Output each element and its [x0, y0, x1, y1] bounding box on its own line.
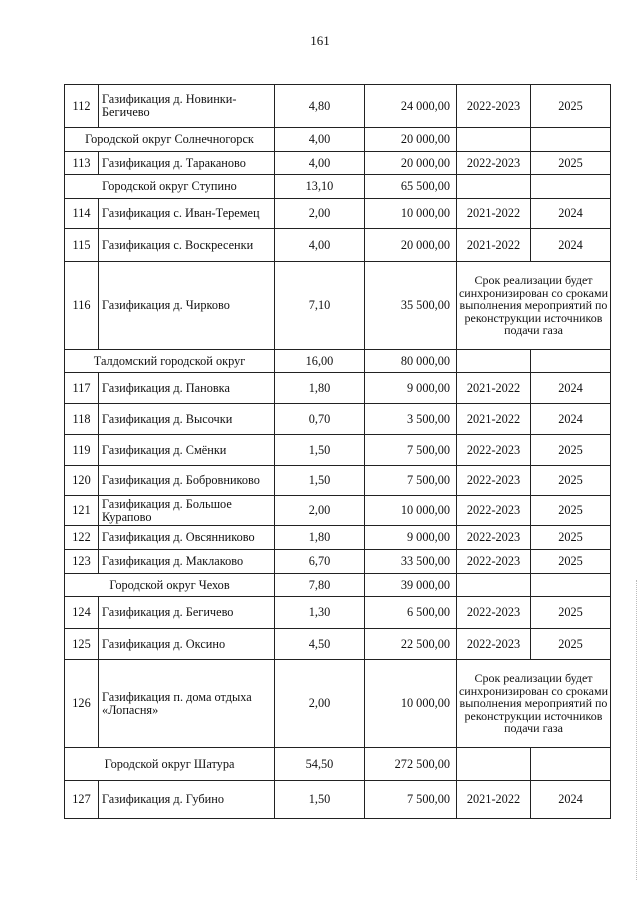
page-number: 161	[310, 33, 330, 48]
group-row	[65, 175, 611, 199]
row-number: 120	[65, 466, 99, 496]
empty-cell	[531, 128, 611, 152]
year-cell: 2025	[531, 466, 611, 496]
row-number: 114	[65, 199, 99, 229]
cost-cell: 9 000,00	[365, 373, 457, 404]
row-number: 112	[65, 85, 99, 128]
table-row	[65, 781, 611, 819]
length-cell: 1,50	[275, 466, 365, 496]
year-cell: 2025	[531, 629, 611, 660]
empty-cell	[531, 748, 611, 781]
period-cell: 2021-2022	[457, 199, 531, 229]
object-name: Газификация д. Высочки	[99, 404, 275, 435]
table-row	[65, 85, 611, 128]
cost-cell: 7 500,00	[365, 466, 457, 496]
period-cell: 2022-2023	[457, 550, 531, 574]
table-row	[65, 404, 611, 435]
year-cell: 2024	[531, 229, 611, 262]
length-cell: 4,80	[275, 85, 365, 128]
year-cell: 2025	[531, 526, 611, 550]
cost-cell: 80 000,00	[365, 350, 457, 373]
row-number: 122	[65, 526, 99, 550]
empty-cell	[457, 175, 531, 199]
year-cell: 2025	[531, 152, 611, 175]
cost-cell: 3 500,00	[365, 404, 457, 435]
length-cell: 1,80	[275, 373, 365, 404]
empty-cell	[531, 175, 611, 199]
empty-cell	[531, 574, 611, 597]
year-cell: 2025	[531, 85, 611, 128]
row-number: 125	[65, 629, 99, 660]
length-cell: 54,50	[275, 748, 365, 781]
length-cell: 1,80	[275, 526, 365, 550]
length-cell: 13,10	[275, 175, 365, 199]
object-name: Газификация д. Маклаково	[99, 550, 275, 574]
length-cell: 2,00	[275, 496, 365, 526]
cost-cell: 20 000,00	[365, 229, 457, 262]
object-name: Газификация д. Бегичево	[99, 597, 275, 629]
length-cell: 4,00	[275, 128, 365, 152]
row-number: 126	[65, 660, 99, 748]
object-name: Газификация д. Новинки-Бегичево	[99, 85, 275, 128]
district-name: Городской округ Шатура	[65, 748, 275, 781]
cost-cell: 39 000,00	[365, 574, 457, 597]
cost-cell: 33 500,00	[365, 550, 457, 574]
length-cell: 4,00	[275, 152, 365, 175]
object-name: Газификация д. Оксино	[99, 629, 275, 660]
year-cell: 2024	[531, 199, 611, 229]
cost-cell: 22 500,00	[365, 629, 457, 660]
table-row	[65, 199, 611, 229]
object-name: Газификация д. Большое Курапово	[99, 496, 275, 526]
length-cell: 7,80	[275, 574, 365, 597]
row-number: 127	[65, 781, 99, 819]
cost-cell: 35 500,00	[365, 262, 457, 350]
object-name: Газификация д. Смёнки	[99, 435, 275, 466]
period-cell: 2022-2023	[457, 85, 531, 128]
object-name: Газификация д. Овсянниково	[99, 526, 275, 550]
table-row	[65, 629, 611, 660]
period-cell: 2021-2022	[457, 404, 531, 435]
table-row	[65, 550, 611, 574]
group-row	[65, 350, 611, 373]
object-name: Газификация д. Чирково	[99, 262, 275, 350]
cost-cell: 10 000,00	[365, 660, 457, 748]
row-number: 113	[65, 152, 99, 175]
table-row	[65, 435, 611, 466]
row-number: 116	[65, 262, 99, 350]
cost-cell: 272 500,00	[365, 748, 457, 781]
year-cell: 2025	[531, 597, 611, 629]
period-cell: 2022-2023	[457, 152, 531, 175]
object-name: Газификация с. Воскресенки	[99, 229, 275, 262]
cost-cell: 10 000,00	[365, 496, 457, 526]
row-number: 118	[65, 404, 99, 435]
table-row	[65, 229, 611, 262]
period-cell: 2022-2023	[457, 629, 531, 660]
empty-cell	[531, 350, 611, 373]
length-cell: 4,00	[275, 229, 365, 262]
table-row	[65, 526, 611, 550]
length-cell: 6,70	[275, 550, 365, 574]
length-cell: 1,50	[275, 435, 365, 466]
object-name: Газификация д. Бобровниково	[99, 466, 275, 496]
length-cell: 7,10	[275, 262, 365, 350]
period-cell: 2021-2022	[457, 229, 531, 262]
table-row	[65, 373, 611, 404]
cost-cell: 7 500,00	[365, 781, 457, 819]
cost-cell: 7 500,00	[365, 435, 457, 466]
year-cell: 2025	[531, 496, 611, 526]
empty-cell	[457, 350, 531, 373]
length-cell: 16,00	[275, 350, 365, 373]
cost-cell: 65 500,00	[365, 175, 457, 199]
period-cell: 2021-2022	[457, 373, 531, 404]
deadline-note: Срок реализации будет синхронизирован со сроками выполнения мероприятий по реконструкции источников подачи газа	[457, 262, 611, 350]
year-cell: 2025	[531, 435, 611, 466]
table-row	[65, 466, 611, 496]
cost-cell: 24 000,00	[365, 85, 457, 128]
group-row	[65, 128, 611, 152]
length-cell: 2,00	[275, 199, 365, 229]
object-name: Газификация д. Пановка	[99, 373, 275, 404]
length-cell: 1,30	[275, 597, 365, 629]
table-row	[65, 496, 611, 526]
gasification-table	[64, 84, 611, 819]
object-name: Газификация с. Иван-Теремец	[99, 199, 275, 229]
object-name: Газификация д. Губино	[99, 781, 275, 819]
object-name: Газификация п. дома отдыха «Лопасня»	[99, 660, 275, 748]
deadline-note: Срок реализации будет синхронизирован со сроками выполнения мероприятий по реконструкции источников подачи газа	[457, 660, 611, 748]
row-number: 121	[65, 496, 99, 526]
cost-cell: 20 000,00	[365, 152, 457, 175]
row-number: 124	[65, 597, 99, 629]
year-cell: 2024	[531, 404, 611, 435]
period-cell: 2022-2023	[457, 466, 531, 496]
length-cell: 2,00	[275, 660, 365, 748]
year-cell: 2024	[531, 373, 611, 404]
cost-cell: 9 000,00	[365, 526, 457, 550]
period-cell: 2022-2023	[457, 496, 531, 526]
period-cell: 2022-2023	[457, 526, 531, 550]
district-name: Талдомский городской округ	[65, 350, 275, 373]
year-cell: 2024	[531, 781, 611, 819]
empty-cell	[457, 128, 531, 152]
object-name: Газификация д. Тараканово	[99, 152, 275, 175]
district-name: Городской округ Ступино	[65, 175, 275, 199]
cost-cell: 6 500,00	[365, 597, 457, 629]
row-number: 115	[65, 229, 99, 262]
period-cell: 2021-2022	[457, 781, 531, 819]
length-cell: 1,50	[275, 781, 365, 819]
cost-cell: 10 000,00	[365, 199, 457, 229]
table-row	[65, 152, 611, 175]
group-row	[65, 748, 611, 781]
table-row	[65, 597, 611, 629]
row-number: 119	[65, 435, 99, 466]
district-name: Городской округ Чехов	[65, 574, 275, 597]
length-cell: 4,50	[275, 629, 365, 660]
empty-cell	[457, 748, 531, 781]
year-cell: 2025	[531, 550, 611, 574]
length-cell: 0,70	[275, 404, 365, 435]
table-row	[65, 660, 611, 748]
page-edge-mark	[636, 580, 638, 880]
district-name: Городской округ Солнечногорск	[65, 128, 275, 152]
row-number: 117	[65, 373, 99, 404]
group-row	[65, 574, 611, 597]
period-cell: 2022-2023	[457, 597, 531, 629]
empty-cell	[457, 574, 531, 597]
table-row	[65, 262, 611, 350]
row-number: 123	[65, 550, 99, 574]
period-cell: 2022-2023	[457, 435, 531, 466]
cost-cell: 20 000,00	[365, 128, 457, 152]
